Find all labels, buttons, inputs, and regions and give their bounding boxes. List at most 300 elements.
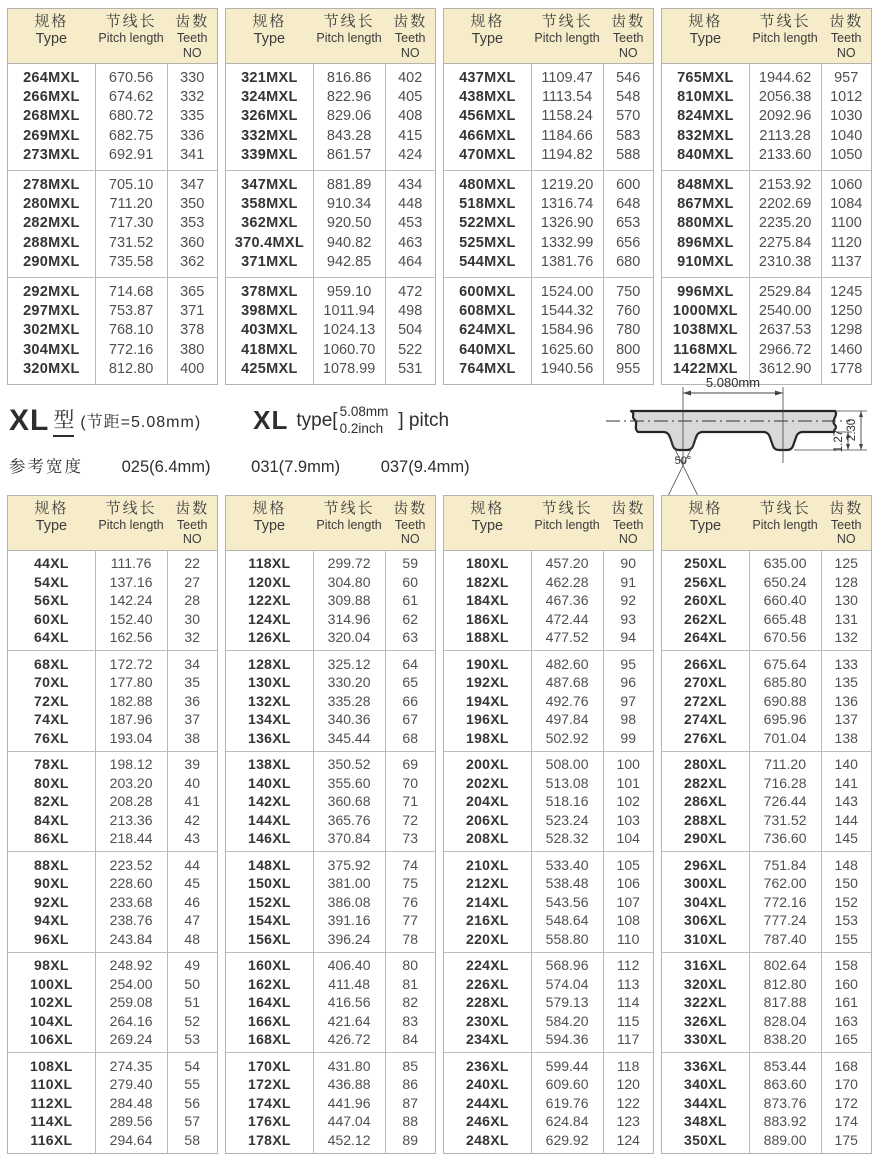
teeth-no-cell: 54: [184, 1057, 200, 1074]
type-cell: 118XL: [248, 555, 291, 572]
table-row: [662, 340, 871, 359]
pitch-length-cell: 861.57: [326, 147, 372, 164]
column-header-teeth-no-en: Teeth NO: [612, 31, 644, 60]
table-row: [662, 773, 871, 792]
type-cell: 418MXL: [241, 341, 298, 358]
teeth-no-cell: 123: [616, 1113, 640, 1130]
teeth-no-cell: 51: [184, 994, 200, 1011]
type-cell: 321MXL: [241, 69, 298, 86]
teeth-no-cell: 83: [402, 1012, 418, 1029]
table-header: [444, 496, 653, 551]
table-header: [662, 496, 871, 551]
column-header-teeth-no-zh: 齿数: [393, 13, 428, 30]
type-cell: 132XL: [247, 692, 291, 709]
teeth-no-cell: 82: [402, 994, 418, 1011]
teeth-no-cell: 174: [834, 1113, 858, 1130]
pitch-length-cell: 533.40: [545, 856, 589, 873]
teeth-no-cell: 760: [616, 302, 641, 319]
type-cell: 292MXL: [23, 283, 80, 300]
teeth-no-cell: 365: [180, 283, 205, 300]
row-group: [444, 170, 653, 277]
type-cell: 108XL: [29, 1057, 73, 1074]
table-row: [226, 282, 435, 301]
table-row: [444, 628, 653, 647]
pitch-length-cell: 1944.62: [758, 69, 812, 86]
pitch-length-cell: 193.04: [109, 729, 153, 746]
pitch-length-cell: 1024.13: [322, 322, 376, 339]
type-cell: 326XL: [683, 1012, 727, 1029]
teeth-no-cell: 87: [402, 1094, 418, 1111]
table-row: [8, 755, 217, 774]
teeth-no-cell: 1460: [830, 341, 863, 358]
column-header-pitch-length: [313, 500, 386, 547]
teeth-no-cell: 1250: [830, 302, 863, 319]
table-header: [226, 496, 435, 551]
pitch-length-cell: 335.28: [327, 692, 371, 709]
row-group: [8, 650, 217, 751]
type-cell: 288XL: [683, 811, 727, 828]
type-cell: 282MXL: [23, 215, 80, 232]
table-row: [8, 654, 217, 673]
pitch-length-cell: 2235.20: [758, 215, 812, 232]
teeth-no-cell: 49: [184, 957, 200, 974]
row-group: [444, 551, 653, 651]
xl-title-zh: 型: [53, 404, 74, 437]
type-cell: 160XL: [247, 957, 291, 974]
teeth-no-cell: 353: [180, 215, 205, 232]
pitch-length-cell: 472.44: [545, 610, 589, 627]
column-header-teeth-no: [603, 500, 653, 547]
teeth-no-cell: 648: [616, 196, 641, 213]
pitch-length-cell: 1584.96: [540, 322, 594, 339]
pitch-length-cell: 629.92: [545, 1131, 589, 1148]
table-row: [226, 146, 435, 165]
pitch-length-cell: 574.04: [545, 975, 589, 992]
table-row: [226, 572, 435, 591]
table-row: [226, 956, 435, 975]
xl-spec-table-1: [7, 495, 218, 1154]
mxl-tables-section: [7, 8, 872, 385]
type-cell: 172XL: [247, 1076, 291, 1093]
teeth-no-cell: 408: [398, 108, 423, 125]
pitch-length-cell: 635.00: [763, 555, 807, 572]
teeth-no-cell: 415: [398, 127, 423, 144]
teeth-no-cell: 89: [402, 1131, 418, 1148]
teeth-no-cell: 170: [834, 1076, 858, 1093]
teeth-no-cell: 152: [834, 893, 858, 910]
teeth-no-cell: 84: [402, 1031, 418, 1048]
type-cell: 230XL: [465, 1012, 509, 1029]
teeth-no-cell: 1100: [830, 215, 862, 232]
type-cell: 128XL: [247, 655, 291, 672]
table-row: [444, 107, 653, 126]
pitch-length-cell: 751.84: [763, 856, 807, 873]
table-row: [662, 829, 871, 848]
teeth-no-cell: 161: [834, 994, 858, 1011]
column-header-type-en: Type: [689, 518, 722, 535]
type-cell: 198XL: [465, 729, 509, 746]
table-row: [8, 233, 217, 252]
pitch-length-cell: 198.12: [109, 756, 153, 773]
table-row: [444, 911, 653, 930]
table-row: [662, 233, 871, 252]
pitch-length-cell: 889.00: [763, 1131, 807, 1148]
pitch-length-cell: 309.88: [327, 592, 371, 609]
column-header-type-en: Type: [689, 31, 722, 48]
column-header-pitch-length-zh: 节线长: [105, 13, 157, 30]
type-cell: 268MXL: [23, 108, 80, 125]
type-cell: 68XL: [34, 655, 69, 672]
teeth-no-cell: 38: [184, 729, 200, 746]
row-group: [8, 952, 217, 1053]
pitch-length-cell: 762.00: [763, 875, 807, 892]
row-group: [662, 952, 871, 1053]
teeth-no-cell: 350: [180, 196, 205, 213]
type-cell: 832MXL: [677, 127, 734, 144]
pitch-length-cell: 705.10: [108, 176, 154, 193]
type-cell: 1168MXL: [673, 341, 738, 358]
pitch-length-cell: 2310.38: [758, 254, 812, 271]
type-cell: 480MXL: [459, 176, 516, 193]
table-row: [444, 1093, 653, 1112]
pitch-length-cell: 940.82: [326, 234, 372, 251]
teeth-no-cell: 64: [402, 655, 418, 672]
row-group: [8, 64, 217, 170]
table-row: [226, 829, 435, 848]
column-header-teeth-no: [167, 13, 217, 60]
table-row: [8, 892, 217, 911]
table-row: [662, 175, 871, 194]
type-cell: 525MXL: [459, 234, 516, 251]
table-row: [444, 974, 653, 993]
pitch-length-cell: 264.16: [109, 1012, 153, 1029]
xl-spec-table-3: [443, 495, 654, 1154]
table-row: [444, 1075, 653, 1094]
table-row: [8, 572, 217, 591]
type-cell: 466MXL: [459, 127, 516, 144]
pitch-length-cell: 528.32: [545, 830, 589, 847]
table-row: [444, 175, 653, 194]
row-group: [444, 650, 653, 751]
teeth-no-cell: 145: [834, 830, 858, 847]
teeth-no-cell: 160: [834, 975, 858, 992]
teeth-no-cell: 77: [402, 912, 418, 929]
type-cell: 880MXL: [677, 215, 734, 232]
teeth-no-cell: 400: [180, 361, 205, 378]
type-cell: 276XL: [683, 729, 727, 746]
type-cell: 240XL: [465, 1076, 509, 1093]
table-row: [226, 194, 435, 213]
type-cell: 100XL: [29, 975, 73, 992]
column-header-pitch-length: [749, 500, 822, 547]
table-row: [226, 728, 435, 747]
pitch-length-cell: 1109.47: [541, 69, 593, 86]
teeth-no-cell: 656: [616, 234, 641, 251]
table-row: [662, 993, 871, 1012]
type-cell: 896MXL: [677, 234, 734, 251]
table-row: [226, 359, 435, 378]
teeth-no-cell: 73: [402, 830, 418, 847]
xl-title-en-bold: XL: [253, 405, 289, 436]
type-cell: 202XL: [465, 774, 509, 791]
teeth-no-cell: 102: [616, 793, 640, 810]
table-row: [662, 911, 871, 930]
column-header-pitch-length-en: Pitch length: [534, 518, 600, 533]
table-row: [226, 591, 435, 610]
teeth-no-cell: 131: [834, 610, 858, 627]
xl-pitch-zh: (节距=5.08mm): [80, 414, 202, 432]
column-header-teeth-no-en: Teeth NO: [394, 518, 426, 547]
xl-spec-table-4: [661, 495, 872, 1154]
teeth-no-cell: 59: [402, 555, 418, 572]
table-row: [8, 810, 217, 829]
teeth-no-cell: 371: [180, 302, 205, 319]
pitch-length-cell: 497.84: [545, 711, 589, 728]
pitch-length-cell: 375.92: [327, 856, 371, 873]
teeth-no-cell: 136: [834, 692, 858, 709]
pitch-length-cell: 2966.72: [758, 341, 812, 358]
type-cell: 80XL: [34, 774, 69, 791]
pitch-length-cell: 396.24: [327, 930, 371, 947]
table-row: [8, 1075, 217, 1094]
table-row: [8, 591, 217, 610]
pitch-length-cell: 772.16: [763, 893, 807, 910]
table-row: [226, 792, 435, 811]
type-cell: 339MXL: [241, 147, 298, 164]
teeth-no-cell: 362: [180, 254, 205, 271]
type-cell: 350XL: [683, 1131, 727, 1148]
pitch-length-cell: 1011.94: [323, 302, 375, 319]
type-cell: 266XL: [683, 655, 727, 672]
table-row: [662, 321, 871, 340]
table-row: [8, 773, 217, 792]
pitch-length-cell: 594.36: [545, 1031, 589, 1048]
type-cell: 146XL: [247, 830, 291, 847]
type-cell: 94XL: [34, 912, 69, 929]
column-header-teeth-no-zh: 齿数: [393, 499, 428, 517]
type-cell: 297MXL: [23, 302, 80, 319]
type-cell: 370.4MXL: [234, 234, 305, 251]
table-row: [8, 728, 217, 747]
type-cell: 273MXL: [23, 147, 80, 164]
pitch-length-cell: 685.80: [763, 674, 807, 691]
table-row: [662, 810, 871, 829]
table-row: [662, 301, 871, 320]
row-group: [8, 551, 217, 651]
column-header-teeth-no-en: Teeth NO: [612, 518, 644, 547]
teeth-no-cell: 106: [616, 875, 640, 892]
mxl-spec-table-1: [7, 8, 218, 385]
type-cell: 162XL: [247, 975, 291, 992]
table-row: [226, 1075, 435, 1094]
teeth-no-cell: 402: [398, 69, 423, 86]
type-cell: 810MXL: [677, 89, 734, 106]
pitch-length-cell: 863.60: [763, 1076, 807, 1093]
table-row: [444, 609, 653, 628]
teeth-no-cell: 104: [616, 830, 640, 847]
pitch-length-cell: 714.68: [108, 283, 154, 300]
column-header-teeth-no: [385, 500, 435, 547]
table-header: [226, 9, 435, 64]
table-row: [444, 855, 653, 874]
column-header-pitch-length: [531, 13, 604, 60]
table-row: [226, 673, 435, 692]
table-row: [662, 874, 871, 893]
teeth-no-cell: 40: [184, 774, 200, 791]
teeth-no-cell: 120: [616, 1076, 640, 1093]
type-cell: 304XL: [683, 893, 727, 910]
teeth-no-cell: 69: [402, 756, 418, 773]
pitch-length-cell: 670.56: [108, 69, 154, 86]
teeth-no-cell: 140: [834, 756, 858, 773]
type-cell: 764MXL: [459, 361, 516, 378]
pitch-length-cell: 477.52: [545, 629, 589, 646]
column-header-pitch-length-zh: 节线长: [323, 13, 375, 30]
teeth-no-cell: 158: [834, 957, 858, 974]
type-cell: 840MXL: [677, 147, 734, 164]
table-row: [444, 829, 653, 848]
row-group: [662, 170, 871, 277]
teeth-no-cell: 34: [184, 655, 200, 672]
teeth-no-cell: 955: [616, 361, 641, 378]
pitch-length-cell: 1381.76: [540, 254, 594, 271]
pitch-length-cell: 2529.84: [758, 283, 812, 300]
pitch-length-cell: 411.48: [328, 975, 370, 992]
teeth-no-cell: 453: [398, 215, 423, 232]
table-row: [8, 609, 217, 628]
type-cell: 264MXL: [23, 69, 80, 86]
teeth-no-cell: 101: [616, 774, 640, 791]
arrowhead-tk-top: [859, 411, 863, 417]
row-group: [662, 1052, 871, 1153]
type-cell: 214XL: [465, 893, 509, 910]
pitch-length-cell: 873.76: [763, 1094, 807, 1111]
table-row: [662, 728, 871, 747]
table-row: [8, 874, 217, 893]
pitch-length-cell: 731.52: [108, 234, 154, 251]
type-cell: 88XL: [34, 856, 69, 873]
pitch-length-cell: 381.00: [327, 875, 371, 892]
teeth-no-cell: 125: [834, 555, 858, 572]
type-cell: 90XL: [34, 875, 69, 892]
pitch-length-cell: 3612.90: [758, 361, 812, 378]
pitch-length-cell: 548.64: [545, 912, 589, 929]
teeth-no-cell: 405: [398, 89, 423, 106]
type-cell: 164XL: [247, 994, 291, 1011]
xl-type-pre: type[: [296, 409, 338, 431]
column-header-teeth-no-en: Teeth NO: [176, 518, 208, 547]
row-group: [8, 1052, 217, 1153]
teeth-no-cell: 750: [616, 283, 641, 300]
table-row: [662, 691, 871, 710]
type-cell: 166XL: [247, 1012, 291, 1029]
type-cell: 765MXL: [677, 69, 734, 86]
type-cell: 130XL: [247, 674, 291, 691]
type-cell: 250XL: [683, 555, 727, 572]
type-cell: 216XL: [465, 912, 509, 929]
pitch-length-cell: 274.35: [109, 1057, 153, 1074]
pitch-length-cell: 680.72: [108, 108, 154, 125]
type-cell: 170XL: [247, 1057, 291, 1074]
type-cell: 280MXL: [23, 196, 80, 213]
column-header-type-zh: 规格: [34, 499, 69, 517]
pitch-length-cell: 1158.24: [541, 108, 593, 125]
teeth-no-cell: 37: [184, 711, 200, 728]
table-row: [8, 175, 217, 194]
pitch-length-cell: 370.84: [327, 830, 371, 847]
table-row: [226, 810, 435, 829]
row-group: [226, 170, 435, 277]
column-header-type-zh: 规格: [34, 13, 69, 30]
teeth-no-cell: 114: [617, 994, 640, 1011]
table-row: [444, 591, 653, 610]
pitch-length-cell: 731.52: [763, 811, 807, 828]
type-cell: 296XL: [683, 856, 727, 873]
table-row: [444, 301, 653, 320]
column-header-type-zh: 规格: [470, 13, 505, 30]
table-row: [226, 87, 435, 106]
type-cell: 54XL: [34, 573, 69, 590]
pitch-length-cell: 243.84: [109, 930, 153, 947]
pitch-length-cell: 1544.32: [540, 302, 594, 319]
type-cell: 122XL: [247, 592, 291, 609]
pitch-length-cell: 452.12: [327, 1131, 371, 1148]
type-cell: 286XL: [683, 793, 727, 810]
teeth-no-cell: 175: [834, 1131, 858, 1148]
pitch-length-cell: 584.20: [545, 1012, 589, 1029]
teeth-no-cell: 1120: [830, 234, 862, 251]
type-cell: 194XL: [465, 692, 509, 709]
teeth-no-cell: 583: [616, 127, 641, 144]
type-cell: 344XL: [683, 1094, 727, 1111]
pitch-length-cell: 299.72: [327, 555, 371, 572]
pitch-length-cell: 441.96: [327, 1094, 371, 1111]
column-header-teeth-no-zh: 齿数: [829, 13, 864, 30]
pitch-length-cell: 2113.28: [759, 127, 811, 144]
teeth-no-cell: 341: [180, 147, 205, 164]
type-cell: 320XL: [683, 975, 727, 992]
pitch-length-cell: 1184.66: [541, 127, 593, 144]
pitch-length-cell: 238.76: [109, 912, 153, 929]
type-cell: 204XL: [465, 793, 509, 810]
type-cell: 116XL: [30, 1131, 73, 1148]
pitch-length-cell: 360.68: [327, 793, 371, 810]
column-header-type: [444, 500, 531, 547]
tooth-height-label: 1.27: [833, 429, 845, 453]
pitch-length-cell: 711.20: [109, 196, 153, 213]
table-row: [662, 87, 871, 106]
type-cell: 282XL: [683, 774, 727, 791]
type-cell: 186XL: [465, 610, 509, 627]
xl-pitch-inch: 0.2inch: [339, 420, 384, 436]
column-header-pitch-length-zh: 节线长: [759, 499, 811, 517]
pitch-length-cell: 1625.60: [540, 341, 594, 358]
table-row: [8, 956, 217, 975]
type-cell: 64XL: [34, 629, 69, 646]
type-cell: 60XL: [34, 610, 69, 627]
column-header-type-en: Type: [471, 31, 504, 48]
teeth-no-cell: 28: [184, 592, 200, 609]
teeth-no-cell: 132: [834, 629, 858, 646]
pitch-length-cell: 462.28: [545, 573, 589, 590]
table-row: [8, 554, 217, 573]
table-row: [444, 654, 653, 673]
teeth-no-cell: 55: [184, 1076, 200, 1093]
teeth-no-cell: 332: [180, 89, 205, 106]
type-cell: 262XL: [683, 610, 727, 627]
pitch-length-cell: 431.80: [327, 1057, 371, 1074]
table-row: [8, 628, 217, 647]
